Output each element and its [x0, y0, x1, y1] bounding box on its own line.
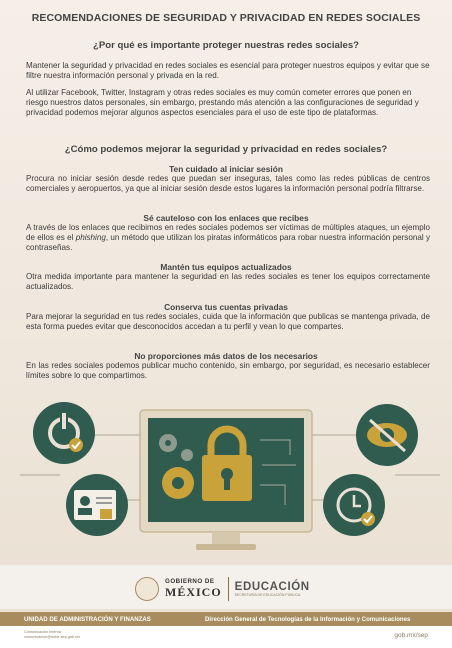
- directorate-label: Dirección General de Tecnologías de la Información y Comunicaciones: [205, 615, 411, 623]
- monitor-icon: [140, 410, 312, 550]
- power-icon: [33, 402, 95, 464]
- tip-2-text: A través de los enlaces que recibimos en redes sociales podemos ser víctimas de múltiples ataques, un ejemplo de ellos es el phishing, un método que utilizan los piratas informáticos para robar nuestra información personal y contraseñas.: [26, 223, 430, 252]
- section1-paragraph-1: Mantener la seguridad y privacidad en redes sociales es esencial para proteger nuestros equipos y evitar que se filtre nuestra información personal y privada en la red.: [26, 61, 430, 80]
- tip-5-text: En las redes sociales podemos publicar mucho contenido, sin embargo, por seguridad, es necesario establecer límites sobre lo que compartimos.: [26, 361, 430, 380]
- section1-paragraph-2: Al utilizar Facebook, Twitter, Instagram y otras redes sociales es muy común cometer errores que ponen en riesgo nuestros datos personales, sin embargo, prestando más atención a las configuraciones de seguridad y privacidad podemos mejorar algunos aspectos esenciales para el uso de este tipo de plataformas.: [26, 88, 419, 117]
- security-illustration: [0, 385, 452, 565]
- phishing-term: phishing: [75, 232, 106, 242]
- tip-3-text: Otra medida importante para mantener la seguridad en las redes sociales es tener los equipos correctamente actualizados.: [26, 272, 430, 291]
- logo-divider: [228, 577, 229, 601]
- gob-line-2: MÉXICO: [165, 585, 222, 599]
- tip-1-title: Ten cuidado al iniciar sesión: [169, 164, 283, 174]
- tip-4-title: Conserva tus cuentas privadas: [164, 302, 288, 312]
- section2-heading: ¿Cómo podemos mejorar la seguridad y privacidad en redes sociales?: [64, 144, 388, 155]
- internal-comms: Comunicación Interna comunicacion@nube.sep.gob.mx: [24, 630, 81, 639]
- hidden-eye-icon: [356, 404, 418, 466]
- government-logo: [135, 577, 310, 601]
- page-title: RECOMENDACIONES DE SEGURIDAD Y PRIVACIDAD EN REDES SOCIALES: [31, 12, 421, 24]
- tip-5-title: No proporciones más datos de los necesarios: [134, 351, 318, 361]
- tip-2-title: Sé cauteloso con los enlaces que recibes: [143, 213, 309, 223]
- unit-label: UNIDAD DE ADMINISTRACIÓN Y FINANZAS: [24, 615, 151, 623]
- seal-icon: [135, 577, 159, 601]
- id-card-icon: [66, 474, 128, 536]
- tip-4-text: Para mejorar la seguridad en tus redes sociales, cuida que la información que publicas se mantenga privada, de esta forma puedes evitar que desconocidos accedan a tu perfil y vean lo que compartes.: [26, 312, 430, 331]
- section1-heading: ¿Por qué es importante proteger nuestras redes sociales?: [92, 40, 360, 51]
- education-label: EDUCACIÓN: [234, 581, 310, 593]
- footer-bar: [0, 612, 452, 626]
- clock-icon: [323, 474, 385, 536]
- footer-bottom: [0, 626, 452, 648]
- tip-1-text: Procura no iniciar sesión desde redes que puedan ser inseguras, tales como las redes públicas de centros comerciales y aeropuertos, ya que al iniciar sesión desde estos lugares la información personal podría filtrarse.: [26, 174, 430, 193]
- gob-line-1: GOBIERNO DE: [165, 578, 215, 585]
- tip-3-title: Mantén tus equipos actualizados: [160, 262, 292, 272]
- footer-url[interactable]: gob.mx/sep: [394, 632, 428, 639]
- sep-label: SECRETARÍA DE EDUCACIÓN PÚBLICA: [234, 593, 301, 597]
